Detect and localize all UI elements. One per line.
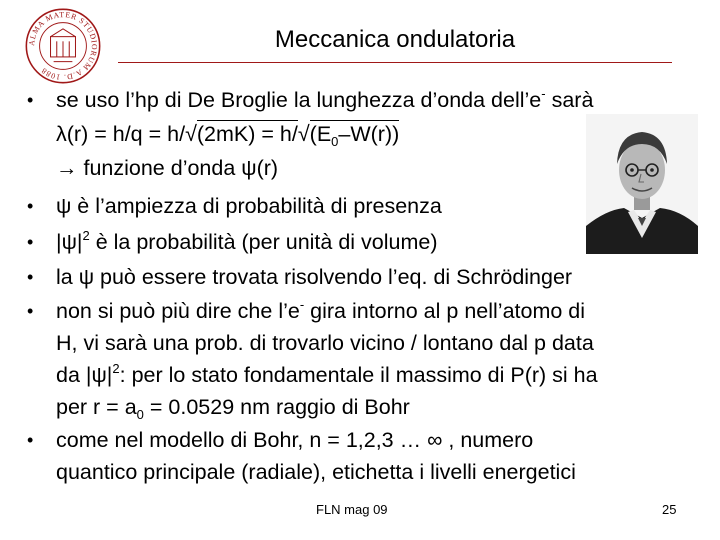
bullet-6-line-2: quantico principale (radiale), etichetta i livelli energetici <box>56 460 576 484</box>
bullet-marker: • <box>27 232 34 252</box>
title-divider <box>118 62 672 63</box>
portrait-photo <box>586 114 698 254</box>
bullet-5-line-3: da $|\psi|^2$: per lo stato fondamentale il massimo di P(r) si ha <box>56 361 598 387</box>
bullet-5-line-1: non si può più dire che l’e- gira intorno al p nell’atomo di <box>56 297 586 323</box>
footer-label: FLN mag 09 <box>316 502 388 517</box>
bullet-6-line-1: come nel modello di Bohr, n = 1,2,3 … ∞ , numero <box>56 428 534 452</box>
university-seal-logo <box>24 7 102 85</box>
seal-text: ALMA MATER STUDIORUM A.D. 1088 <box>27 10 99 82</box>
bullet-1-formula: $\lambda(r) = h/q = h/√(2mK) = h/√(E_0-W(r))$ <box>56 122 400 149</box>
bullet-5-line-2: H, vi sarà una prob. di trovarlo vicino / lontano dal p data <box>56 331 594 355</box>
bullet-marker: • <box>27 301 34 321</box>
bullet-marker: • <box>27 196 34 216</box>
slide-title: Meccanica ondulatoria <box>274 26 516 53</box>
bullet-2-text: ψ è l’ampiezza di probabilità di presenza <box>56 194 442 218</box>
bullet-marker: • <box>27 430 34 450</box>
page-number: 25 <box>662 502 677 517</box>
bullet-3-text: $|\psi|^2$ è la probabilità (per unità di volume) <box>56 228 438 254</box>
bullet-1-line-3: → funzione d’onda ψ(r) <box>56 156 279 180</box>
bullet-marker: • <box>27 90 34 110</box>
bullet-1-line-1: se uso l’hp di De Broglie la lunghezza d’onda dell’e- sarà <box>56 86 594 112</box>
bullet-marker: • <box>27 267 34 287</box>
bullet-5-line-4: per $r = a_0 = 0.0529$ nm raggio di Bohr <box>56 395 410 422</box>
bullet-4-text: la ψ può essere trovata risolvendo l’eq. di Schrödinger <box>56 265 573 289</box>
